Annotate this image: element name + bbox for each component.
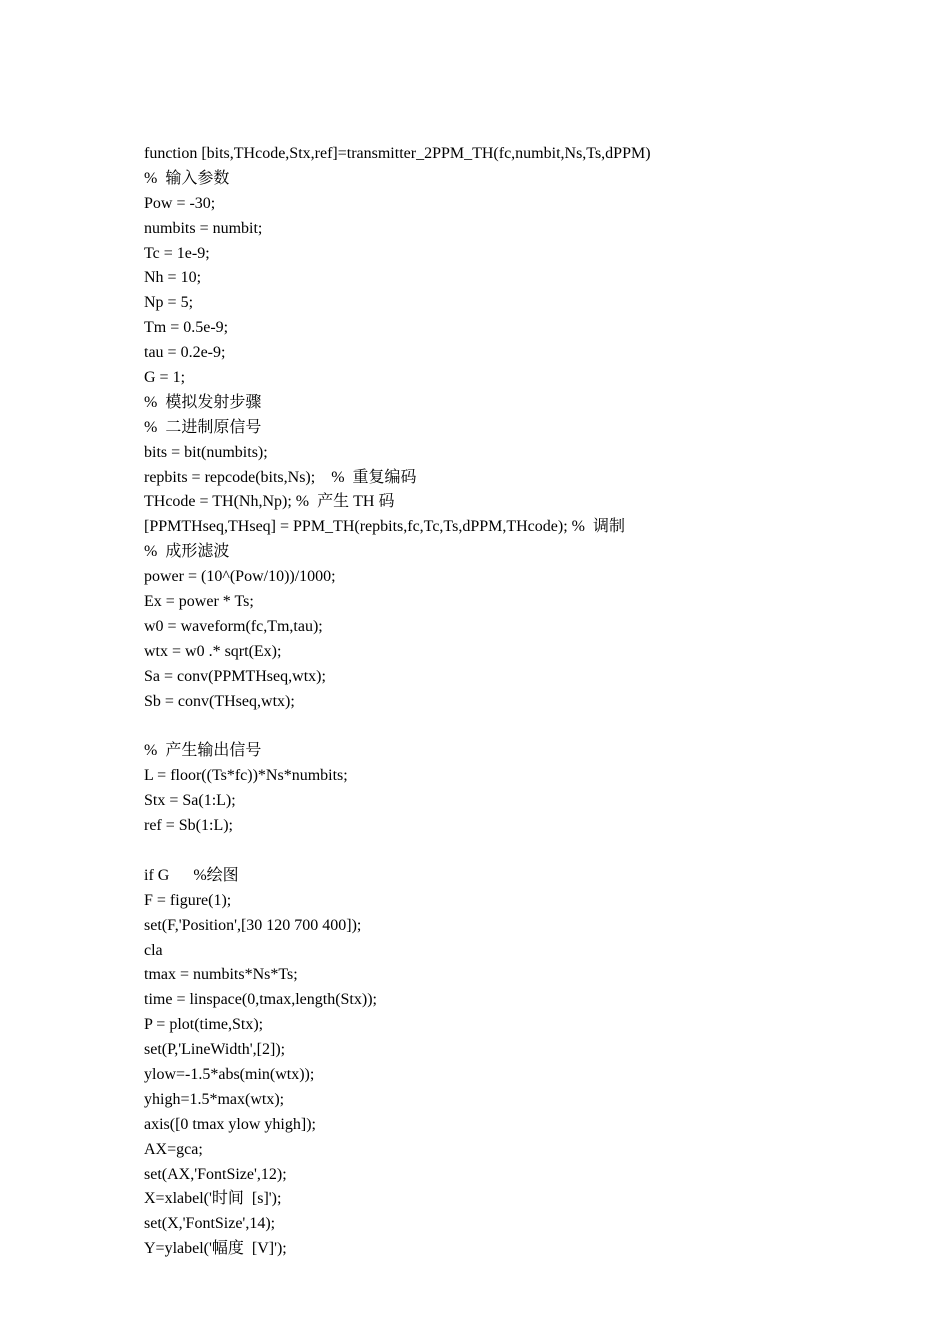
code-line: Pow = -30; [144,194,216,212]
code-line: Sa = conv(PPMTHseq,wtx); [144,667,326,685]
code-line: function [bits,THcode,Stx,ref]=transmitter_2PPM_TH(fc,numbit,Ns,Ts,dPPM) [144,145,651,162]
code-line: G = 1; [144,369,186,387]
code-line: Np = 5; [144,294,194,312]
blank-line [144,839,924,864]
code-line: set(P,'LineWidth',[2]); [144,1041,286,1059]
code-line: Y=ylabel('幅度 [V]'); [144,1240,287,1258]
code-line: tmax = numbits*Ns*Ts; [144,966,298,984]
code-line: Tc = 1e-9; [144,244,210,262]
code-line: w0 = waveform(fc,Tm,tau); [144,617,323,635]
code-line: axis([0 tmax ylow yhigh]); [144,1115,316,1133]
code-line: % 产生输出信号 [144,742,262,760]
code-line: ylow=-1.5*abs(min(wtx)); [144,1065,315,1083]
code-line: THcode = TH(Nh,Np); % 产生 TH 码 [144,493,395,511]
code-line: repbits = repcode(bits,Ns); % 重复编码 [144,468,417,486]
code-line: set(F,'Position',[30 120 700 400]); [144,916,362,934]
code-line: Nh = 10; [144,269,202,287]
code-line: Ex = power * Ts; [144,593,254,611]
code-line: yhigh=1.5*max(wtx); [144,1090,285,1108]
code-line: F = figure(1); [144,891,232,909]
code-line: Sb = conv(THseq,wtx); [144,692,295,710]
blank-line [144,714,924,739]
code-line: set(AX,'FontSize',12); [144,1165,287,1183]
code-line: % 模拟发射步骤 [144,393,262,411]
code-line: ref = Sb(1:L); [144,817,233,835]
code-line: time = linspace(0,tmax,length(Stx)); [144,991,377,1009]
code-line: L = floor((Ts*fc))*Ns*numbits; [144,767,348,785]
code-listing [144,142,924,1262]
code-line: AX=gca; [144,1140,203,1158]
code-line: bits = bit(numbits); [144,443,268,461]
code-line: power = (10^(Pow/10))/1000; [144,568,336,586]
code-line: tau = 0.2e-9; [144,344,226,362]
code-line: % 输入参数 [144,169,230,187]
code-line: if G %绘图 [144,866,239,884]
code-line: set(X,'FontSize',14); [144,1215,276,1233]
code-line: [PPMTHseq,THseq] = PPM_TH(repbits,fc,Tc,Ts,dPPM,THcode); % 调制 [144,518,625,536]
code-line: Stx = Sa(1:L); [144,792,236,810]
code-line: wtx = w0 .* sqrt(Ex); [144,642,282,660]
code-line: cla [144,941,163,959]
code-line: % 二进制原信号 [144,418,262,436]
code-line: X=xlabel('时间 [s]'); [144,1190,282,1208]
code-line: % 成形滤波 [144,543,230,561]
code-line: Tm = 0.5e-9; [144,319,229,337]
code-line: numbits = numbit; [144,219,263,237]
code-line: P = plot(time,Stx); [144,1016,264,1034]
